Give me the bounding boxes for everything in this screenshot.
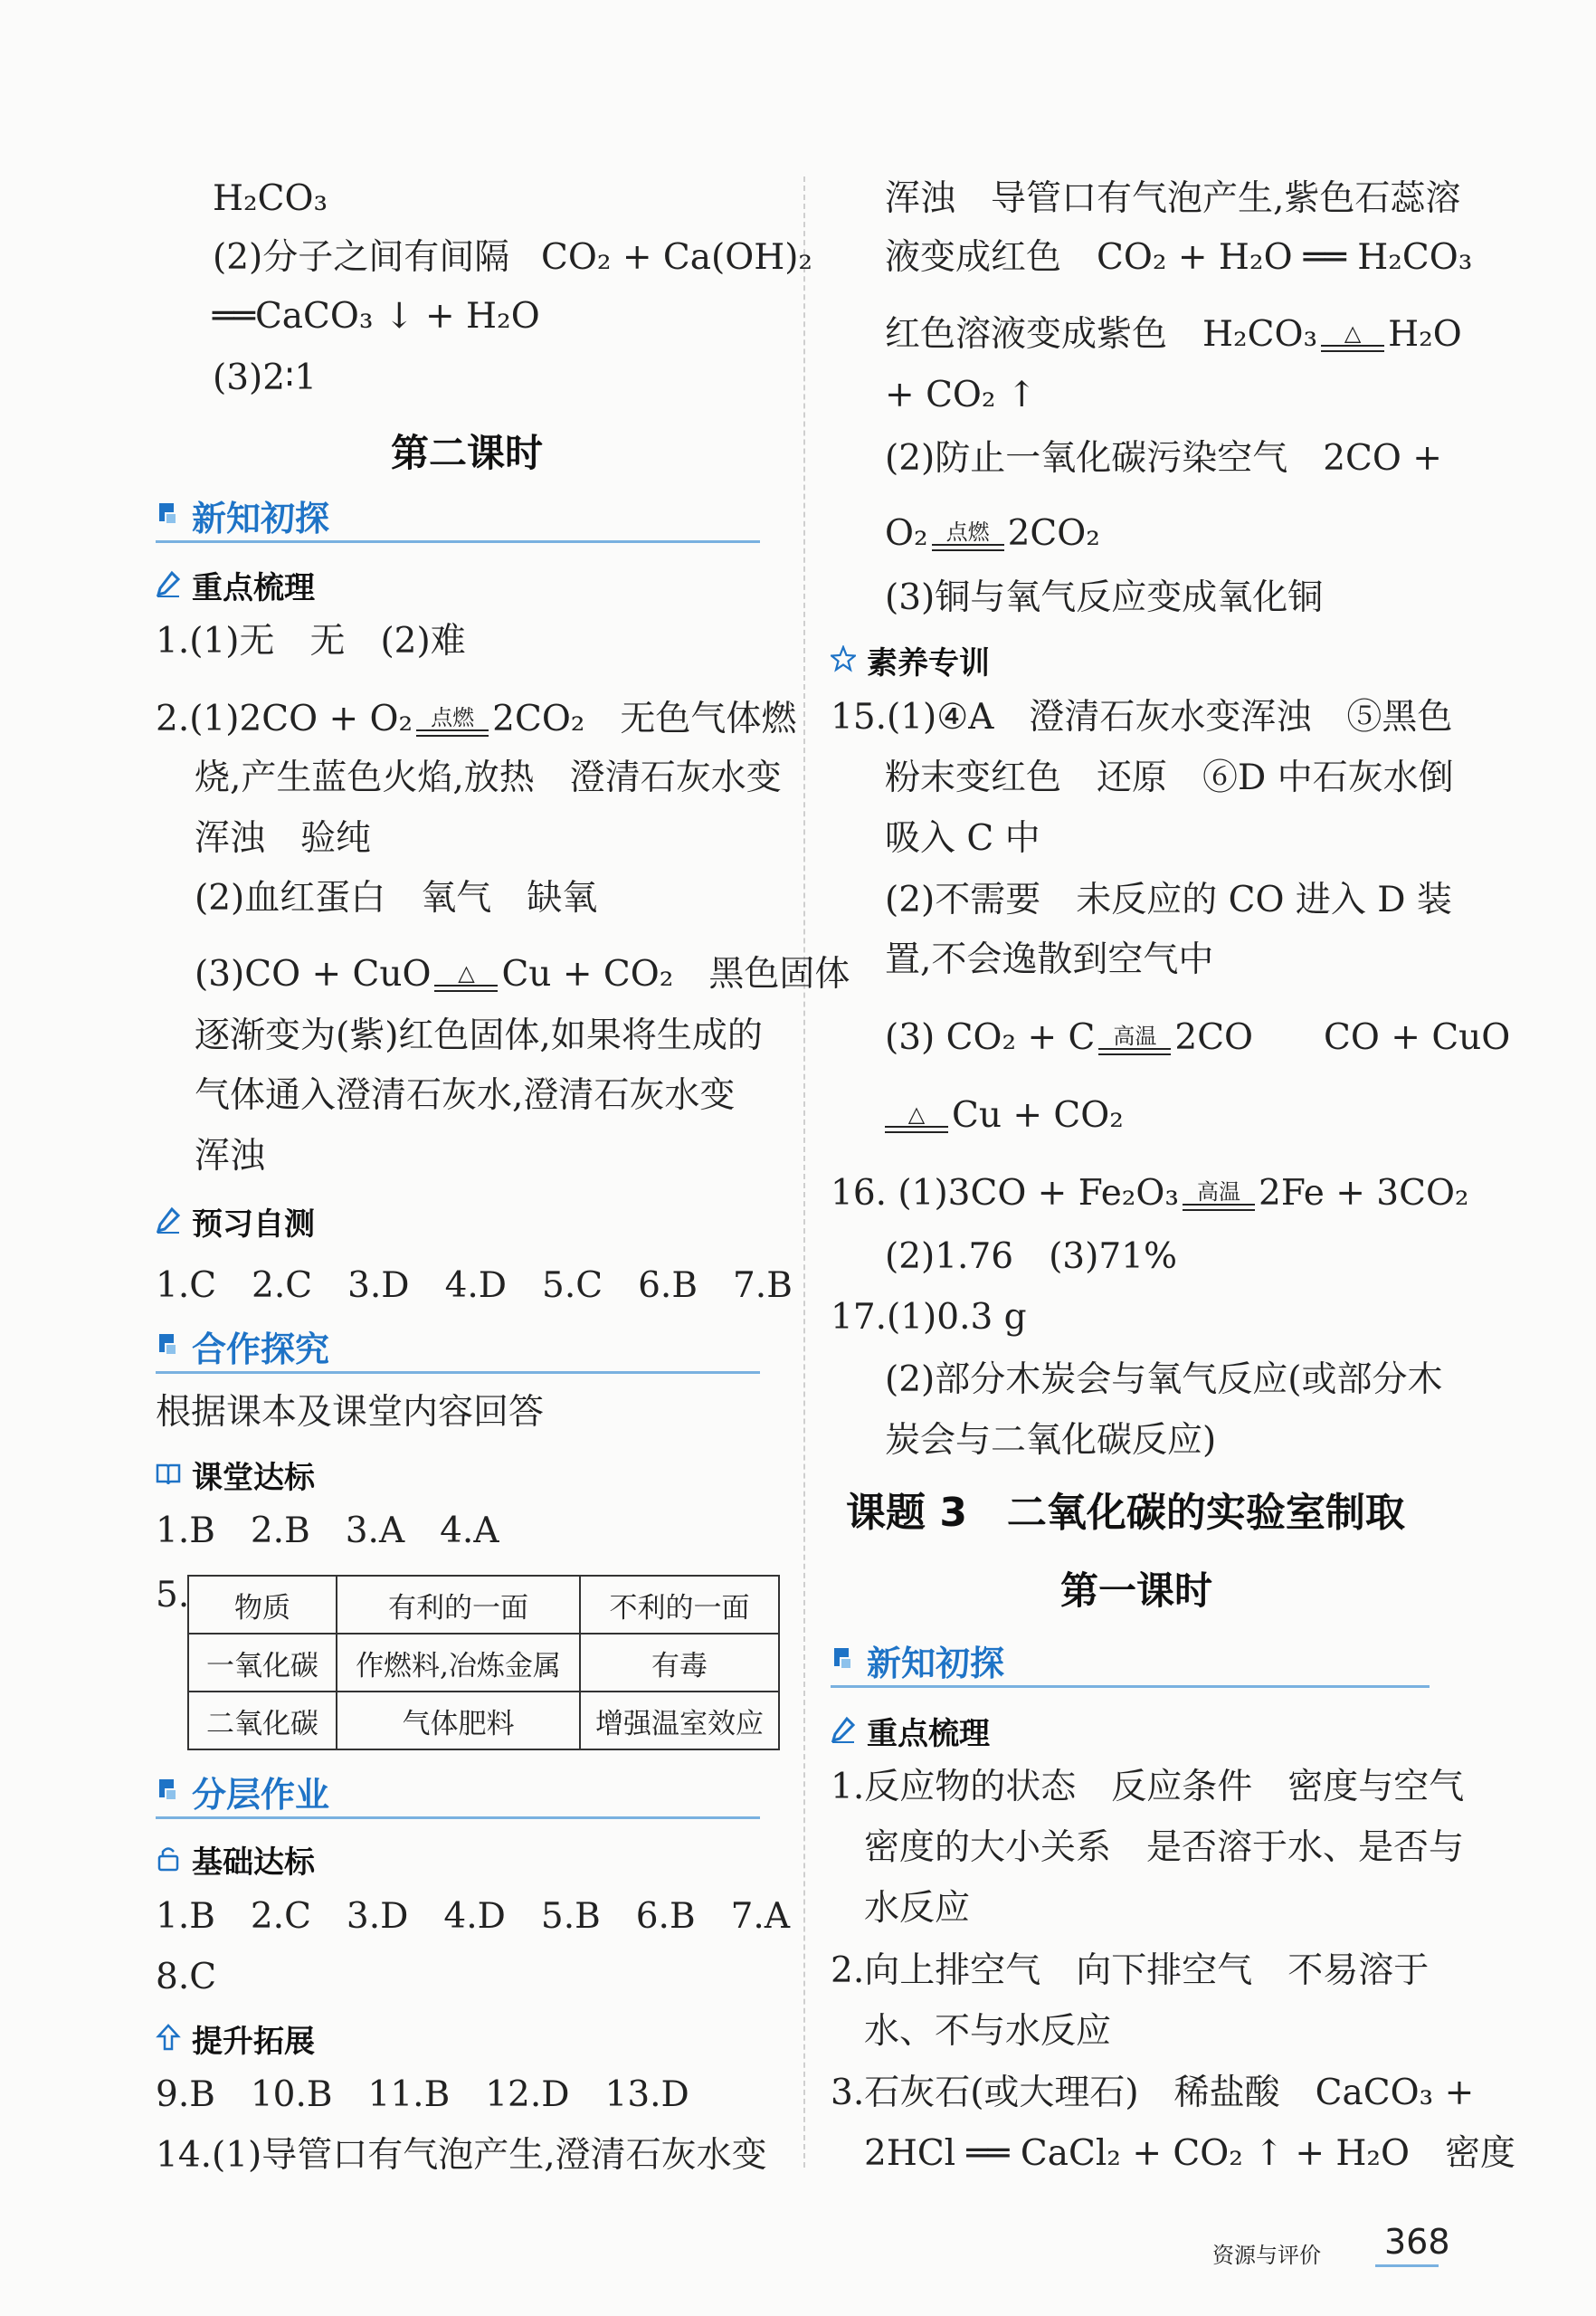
- banner-label: 分层作业: [192, 1775, 330, 1815]
- star-icon: [831, 645, 856, 672]
- table-row: [188, 1692, 779, 1749]
- pen-icon: [156, 1206, 181, 1234]
- table-cell: 一氧化碳: [188, 1634, 337, 1692]
- advance-answers: 9.B 10.B 11.B 12.D 13.D: [156, 2074, 689, 2115]
- basic-answers-2: 8.C: [156, 1957, 217, 1997]
- bookmark-arrow-icon: [156, 1776, 179, 1803]
- reaction-arrow: 高温: [1183, 1180, 1255, 1211]
- reaction-arrow: △: [885, 1102, 948, 1133]
- prev-answer-line2a: (2)分子之间有间隔: [213, 237, 510, 278]
- table-row: [188, 1634, 779, 1692]
- r-line7: (3)铜与氧气反应变成氧化铜: [885, 577, 1324, 618]
- banner-rule: [831, 1685, 1430, 1688]
- class-answers: 1.B 2.B 3.A 4.A: [156, 1511, 499, 1551]
- q15-line5: 置,不会逸散到空气中: [885, 939, 1214, 980]
- table-header: 物质: [188, 1576, 337, 1634]
- q5-label: 5.: [156, 1575, 190, 1615]
- k1-line2: 密度的大小关系 是否溶于水、是否与: [864, 1827, 1465, 1868]
- reaction-arrow: 高温: [1098, 1025, 1171, 1055]
- table-cell: 气体肥料: [337, 1692, 580, 1749]
- bookmark-arrow-icon: [156, 500, 179, 527]
- r-line4: + CO₂ ↑: [885, 375, 1037, 415]
- k3-line1: 3.石灰石(或大理石) 稀盐酸 CaCO₃ +: [831, 2073, 1475, 2113]
- banner-cooperation: [156, 1320, 760, 1374]
- footer-page-number: 368: [1384, 2222, 1450, 2262]
- q16-line2: (2)1.76 (3)71%: [885, 1236, 1178, 1277]
- answer-q2-line7: 气体通入澄清石灰水,澄清石灰水变: [195, 1075, 736, 1116]
- k2-line1: 2.向上排空气 向下排空气 不易溶于: [831, 1950, 1430, 1991]
- q17-line1: 17.(1)0.3 g: [831, 1297, 1027, 1338]
- answer-q2-line2: 烧,产生蓝色火焰,放热 澄清石灰水变: [195, 758, 782, 798]
- basic-answers-1: 1.B 2.C 3.D 4.D 5.B 6.B 7.A: [156, 1896, 790, 1937]
- q15-line7: △ Cu + CO₂: [885, 1093, 1124, 1139]
- r-line2: 液变成红色 CO₂ + H₂O ══ H₂CO₃: [885, 237, 1473, 278]
- banner-new-knowledge: [156, 489, 760, 543]
- banner-label: 新知初探: [192, 499, 330, 538]
- banner-layered-homework: [156, 1765, 760, 1819]
- q15-line3: 吸入 C 中: [885, 818, 1040, 859]
- coop-text: 根据课本及课堂内容回答: [156, 1392, 545, 1433]
- answer-q2-line1: 2.(1)2CO + O₂ 点燃 2CO₂ 无色气体燃: [156, 699, 797, 739]
- open-book-icon: [156, 1460, 181, 1487]
- q15-line4: (2)不需要 未反应的 CO 进入 D 装: [885, 880, 1452, 920]
- table-header: 不利的一面: [580, 1576, 779, 1634]
- answer-q2-line5: (3)CO + CuO △ Cu + CO₂ 黑色固体: [195, 954, 850, 995]
- reaction-arrow: △: [434, 961, 498, 992]
- table-header-row: [188, 1576, 779, 1634]
- q17-line3: 炭会与二氧化碳反应): [885, 1420, 1217, 1461]
- table-header: 有利的一面: [337, 1576, 580, 1634]
- answer-q14-line1: 14.(1)导管口有气泡产生,澄清石灰水变: [156, 2135, 767, 2176]
- pen-icon: [156, 570, 181, 597]
- prev-answer-line4: (3)2∶1: [213, 357, 318, 398]
- lock-icon: [156, 1844, 181, 1872]
- answer-q2-line8: 浑浊: [195, 1136, 266, 1177]
- k3-line2: 2HCl ══ CaCl₂ + CO₂ ↑ + H₂O 密度: [864, 2133, 1516, 2174]
- preview-answers: 1.C 2.C 3.D 4.D 5.C 6.B 7.B: [156, 1265, 793, 1306]
- banner-new-knowledge-right: [831, 1634, 1430, 1688]
- k1-line1: 1.反应物的状态 反应条件 密度与空气: [831, 1767, 1465, 1807]
- k1-line3: 水反应: [864, 1888, 971, 1929]
- prev-answer-line3: ══CaCO₃ ↓ + H₂O: [213, 296, 540, 337]
- r-line3: 红色溶液变成紫色 H₂CO₃ △ H₂O: [885, 314, 1462, 355]
- bookmark-arrow-icon: [156, 1330, 179, 1358]
- table-cell: 增强温室效应: [580, 1692, 779, 1749]
- answer-q2-line6: 逐渐变为(紫)红色固体,如果将生成的: [195, 1015, 763, 1056]
- prev-answer-line1: H₂CO₃: [213, 178, 328, 219]
- banner-label: 合作探究: [192, 1330, 330, 1369]
- banner-label: 新知初探: [867, 1644, 1005, 1683]
- comparison-table: [187, 1575, 780, 1750]
- q17-line2: (2)部分木炭会与氧气反应(或部分木: [885, 1359, 1443, 1400]
- q15-line1: 15.(1)④A 澄清石灰水变浑浊 ⑤黑色: [831, 697, 1453, 738]
- banner-rule: [156, 1816, 760, 1819]
- reaction-arrow: 点燃: [932, 520, 1004, 551]
- banner-rule: [156, 1371, 760, 1374]
- answer-q2-line4: (2)血红蛋白 氧气 缺氧: [195, 878, 598, 919]
- table-cell: 有毒: [580, 1634, 779, 1692]
- r-line5: (2)防止一氧化碳污染空气 2CO +: [885, 438, 1442, 479]
- answer-q2-line3: 浑浊 验纯: [195, 818, 372, 859]
- lesson-title-1: 第一课时: [1060, 1568, 1213, 1613]
- q16-line1: 16. (1)3CO + Fe₂O₃ 高温 2Fe + 3CO₂: [831, 1173, 1469, 1214]
- lesson-title-2: 第二课时: [391, 431, 544, 475]
- column-divider: [803, 176, 805, 2168]
- table-cell: 作燃料,冶炼金属: [337, 1634, 580, 1692]
- r-line6: O₂ 点燃 2CO₂: [885, 513, 1100, 554]
- q15-line6: (3) CO₂ + C 高温 2CO CO + CuO: [885, 1017, 1511, 1058]
- reaction-arrow: 点燃: [416, 706, 489, 737]
- page-number-underline: [1375, 2264, 1439, 2267]
- q15-line2: 粉末变红色 还原 ⑥D 中石灰水倒: [885, 758, 1454, 798]
- footer-book-name: 资源与评价: [1212, 2243, 1321, 2268]
- prev-answer-line2b: CO₂ + Ca(OH)₂: [541, 237, 813, 278]
- topic-title: 课题 3 二氧化碳的实验室制取: [846, 1490, 1405, 1536]
- r-line1: 浑浊 导管口有气泡产生,紫色石蕊溶: [885, 178, 1461, 219]
- pen-icon: [831, 1716, 856, 1743]
- reaction-arrow: △: [1321, 321, 1384, 352]
- banner-rule: [156, 540, 760, 543]
- bookmark-arrow-icon: [831, 1644, 854, 1672]
- answer-q1: 1.(1)无 无 (2)难: [156, 621, 466, 662]
- up-arrow-icon: [156, 2024, 181, 2051]
- k2-line2: 水、不与水反应: [864, 2011, 1112, 2052]
- table-cell: 二氧化碳: [188, 1692, 337, 1749]
